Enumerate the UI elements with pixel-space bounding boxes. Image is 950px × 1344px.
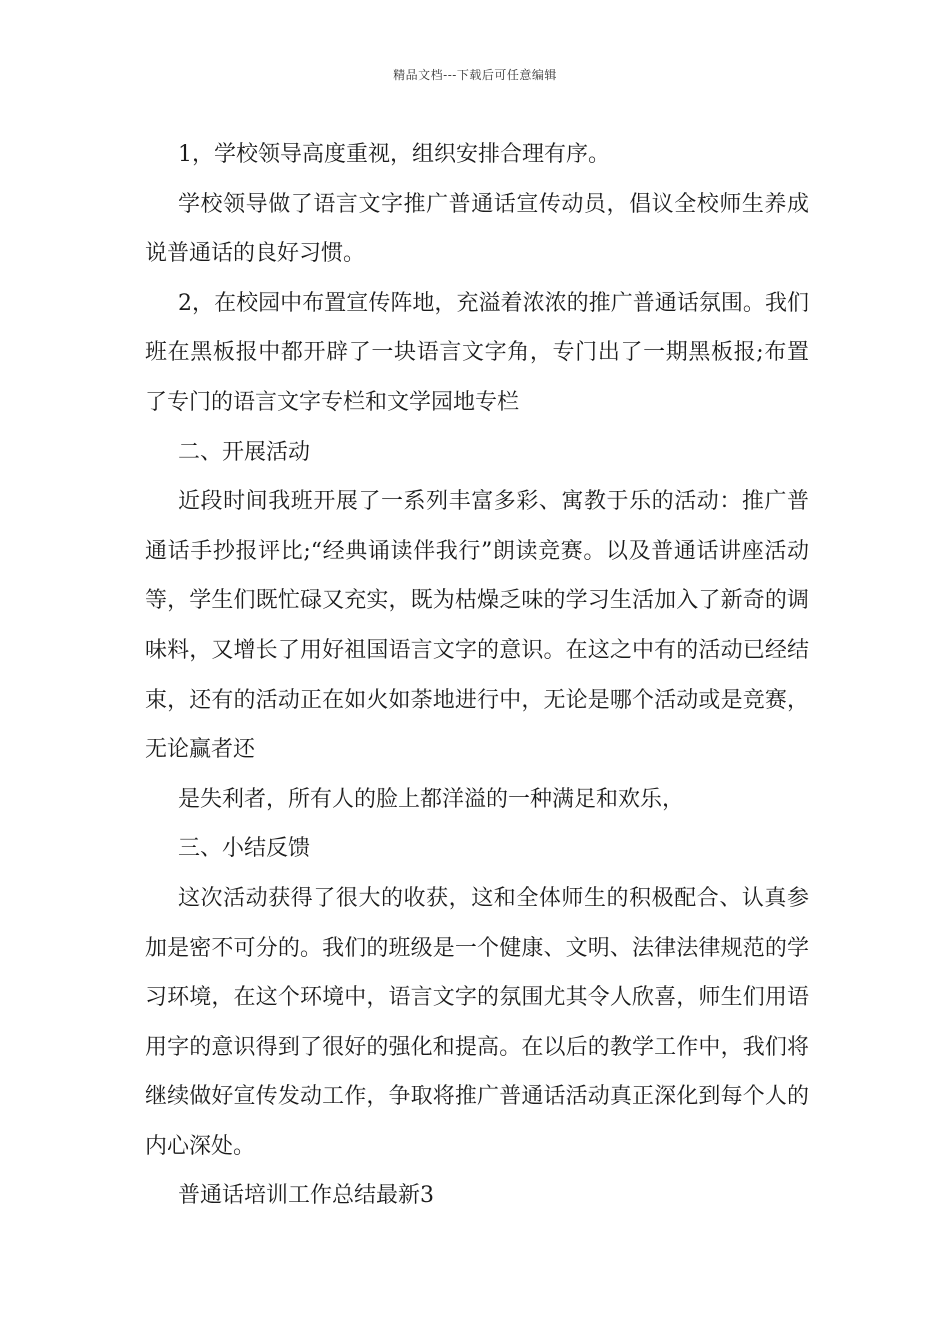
paragraph-summary: 这次活动获得了很大的收获，这和全体师生的积极配合、认真参加是密不可分的。我们的班级是一个健康、文明、法律法律规范的学习环境，在这个环境中，语言文字的氛围尤其令人欣喜，师生们用语用字的意识得到了很好的强化和提高。在以后的教学工作中，我们将继续做好宣传发动工作，争取将推广普通话活动真正深化到每个人的内心深处。	[145, 885, 809, 1159]
page-header: 精品文档---下载后可任意编辑	[393, 68, 557, 82]
paragraph-mobilization: 学校领导做了语言文字推广普通话宣传动员，倡议全校师生养成说普通话的良好习惯。	[145, 191, 809, 267]
document-body	[145, 130, 809, 1221]
paragraph-campus-promotion: 2，在校园中布置宣传阵地，充溢着浓浓的推广普通话氛围。我们班在黑板报中都开辟了一块语言文字角，专门出了一期黑板报;布置了专门的语言文字专栏和文学园地专栏	[145, 290, 809, 415]
section-heading-activities: 二、开展活动	[178, 439, 311, 465]
document-subtitle: 普通话培训工作总结最新3	[178, 1183, 434, 1209]
paragraph-leadership: 1，学校领导高度重视，组织安排合理有序。	[178, 142, 610, 167]
section-heading-feedback: 三、小结反馈	[178, 836, 311, 862]
paragraph-participants: 是失利者，所有人的脸上都洋溢的一种满足和欢乐，	[178, 786, 685, 812]
paragraph-activities: 近段时间我班开展了一系列丰富多彩、寓教于乐的活动：推广普通话手抄报评比;“经典诵读伴我行”朗读竞赛。以及普通话讲座活动等，学生们既忙碌又充实，既为枯燥乏味的学习生活加入了新奇的调味料，又增长了用好祖国语言文字的意识。在这之中有的活动已经结束，还有的活动正在如火如荼地进行中，无论是哪个活动或是竞赛，无论赢者还	[145, 489, 809, 763]
